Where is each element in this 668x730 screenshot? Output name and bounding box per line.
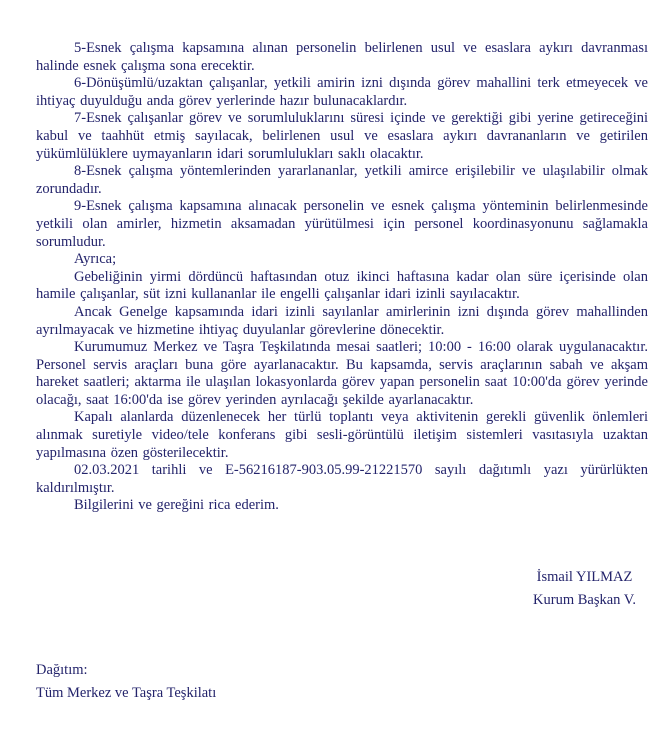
distribution-label: Dağıtım: — [36, 662, 88, 678]
ayrica-paragraph: Ayrıca; — [74, 251, 117, 268]
closing-paragraph: Bilgilerini ve gereğini rica ederim. — [74, 497, 279, 514]
repealed-document-paragraph: 02.03.2021 tarihli ve E-56216187-903.05.99-21221570 sayılı dağıtımlı yazı yürürlükten kaldırılmıştır. — [36, 462, 648, 496]
signatory-title: Kurum Başkan V. — [533, 592, 636, 608]
clause-6-paragraph: 6-Dönüşümlü/uzaktan çalışanlar, yetkili amirin izni dışında görev mahallini terk etmeyecek ve ihtiyaç duyulduğu anda görev yerlerinde hazır bulunacaklardır. — [36, 75, 648, 109]
clause-7-paragraph: 7-Esnek çalışanlar görev ve sorumluluklarını süresi içinde ve gerektiği gibi yerine getireceğini kabul ve taahhüt etmiş sayılacak, belirlenen usul ve esaslara aykırı davrananların ve getirilen yükümlülüklere uymayanların idari sorumlulukları saklı olacaktır. — [36, 110, 648, 162]
clause-9-paragraph: 9-Esnek çalışma kapsamına alınacak personelin ve esnek çalışma yönteminin belirlenmesinde yetkili olan amirler, hizmetin aksamadan yürütülmesi için personel koordinasyonunu sağlamakla sorumludur. — [36, 198, 648, 250]
clause-8-paragraph: 8-Esnek çalışma yöntemlerinden yararlananlar, yetkili amirce erişilebilir ve ulaşılabilir olmak zorundadır. — [36, 163, 648, 197]
pregnancy-leave-paragraph: Gebeliğinin yirmi dördüncü haftasından otuz ikinci haftasına kadar olan süre içerisinde olan hamile çalışanlar, süt izni kullananlar ile engelli çalışanlar idari izinli sayılacaktır. — [36, 268, 648, 303]
signatory-name: İsmail YILMAZ — [536, 569, 633, 585]
distribution-block — [36, 659, 216, 705]
clause-5-paragraph: 5-Esnek çalışma kapsamına alınan personelin belirlenen usul ve esaslara aykırı davranması halinde esnek çalışma sona erecektir. — [36, 40, 648, 74]
letter-body — [36, 40, 648, 515]
signature-block — [533, 566, 636, 612]
administrative-leave-paragraph: Ancak Genelge kapsamında idari izinli sayılanlar amirlerinin izni dışında görev mahallinden ayrılmayacak ve hizmetine ihtiyaç duyulanlar görevlerine dönecektir. — [36, 303, 648, 338]
distribution-value: Tüm Merkez ve Taşra Teşkilatı — [36, 685, 217, 701]
videoconference-paragraph: Kapalı alanlarda düzenlenecek her türlü toplantı veya aktivitenin gerekli güvenlik önlemleri alınmak suretiyle video/tele konferans gibi sesli-görüntülü iletişim sistemleri vasıtasıyla uzaktan yapılmasına özen gösterilecektir. — [36, 409, 648, 461]
working-hours-paragraph: Kurumumuz Merkez ve Taşra Teşkilatında mesai saatleri; 10:00 - 16:00 olarak uygulanacaktır. Personel servis araçları buna göre ayarlanacaktır. Bu kapsamda, servis araçlarının sabah ve akşam hareket saatleri; aktarma ile ulaşılan lokasyonlarda görev yapan personelin saat 10:00'da görev yerinde olacağı, saat 16:00'da ise görev yerinden ayrılacağı şekilde ayarlanacaktır. — [36, 339, 648, 408]
